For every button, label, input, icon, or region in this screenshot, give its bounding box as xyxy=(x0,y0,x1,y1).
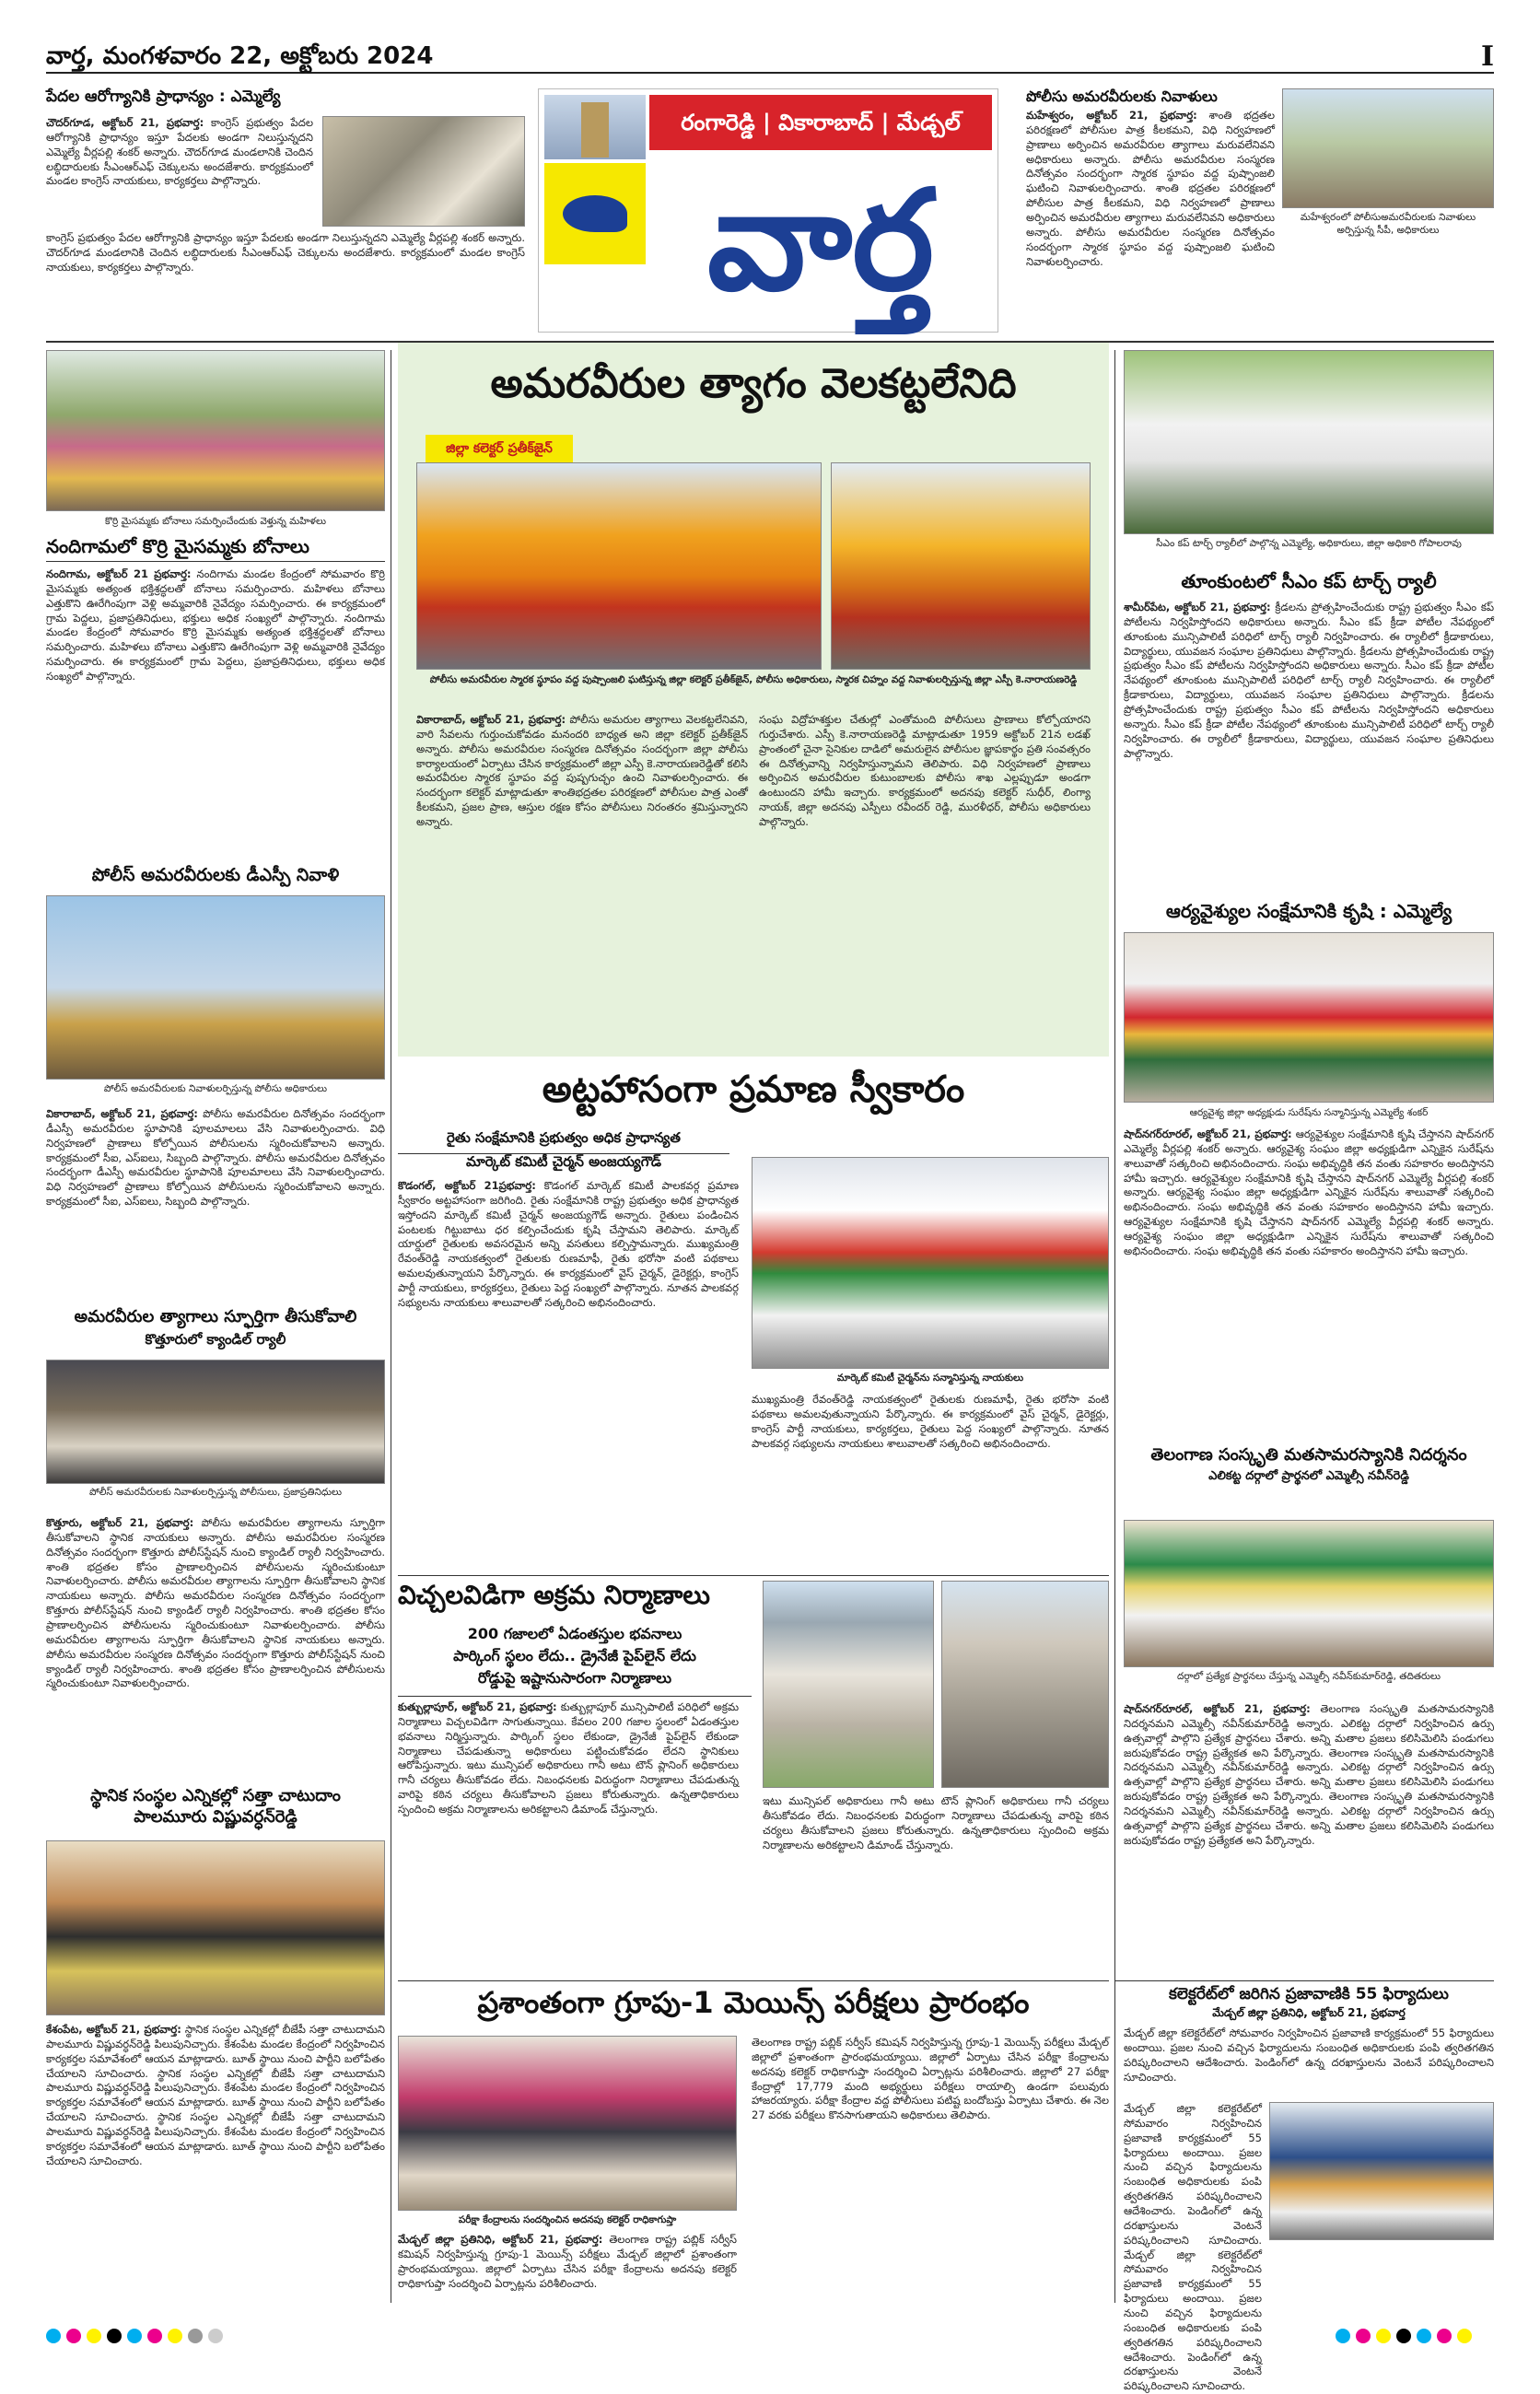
subheadline-2: మార్కెట్ కమిటీ చైర్మన్ అంజయ్యగౌడ్ xyxy=(466,1153,661,1170)
photo-caption: సీఎం కప్ టార్చ్ ర్యాలీలో పాల్గొన్న ఎమ్మెల్యే, అధికారులు, జిల్లా అధికారి గోపాలరావు xyxy=(1156,538,1462,549)
story-body: షాద్‌నగర్‌రూరల్, అక్టోబర్ 21, ప్రభవార్త: ఆర్యవైశ్యుల సంక్షేమానికి కృషి చేస్తానని షాద్‌నగర్ ఎమ్మెల్యే వీర్లపల్లి శంకర్ అన్నారు. ఆర్యవైశ్య సంఘం జిల్లా అధ్యక్షుడిగా ఎన్నికైన సురేష్‌ను శాలువాతో సత్కరించి అభినందించారు. సంఘ అభివృద్ధికి తన వంతు సహకారం అందిస్తానని హామీ ఇచ్చారు. ఆర్యవైశ్యుల సంక్షేమానికి కృషి చేస్తానని షాద్‌నగర్ ఎమ్మెల్యే వీర్లపల్లి శంకర్ అన్నారు. ఆర్యవైశ్య సంఘం జిల్లా అధ్యక్షుడిగా ఎన్నికైన సురేష్‌ను శాలువాతో సత్కరించి అభినందించారు. సంఘ అభివృద్ధికి తన వంతు సహకారం అందిస్తానని హామీ ఇచ్చారు. ఆర్యవైశ్యుల సంక్షేమానికి కృషి చేస్తానని షాద్‌నగర్ ఎమ్మెల్యే వీర్లపల్లి శంకర్ అన్నారు. ఆర్యవైశ్య సంఘం జిల్లా అధ్యక్షుడిగా ఎన్నికైన సురేష్‌ను శాలువాతో సత్కరించి అభినందించారు. సంఘ అభివృద్ధికి తన వంతు సహకారం అందిస్తానని హామీ ఇచ్చారు. xyxy=(1124,1127,1495,1257)
headline: విచ్చలవిడిగా అక్రమ నిర్మాణాలు xyxy=(398,1580,710,1610)
story-body: షాద్‌నగర్‌రూరల్, అక్టోబర్ 21, ప్రభవార్త: తెలంగాణ సంస్కృతి మతసామరస్యానికి నిదర్శనమని ఎమ్మెల్సీ నవీన్‌కుమార్‌రెడ్డి అన్నారు. ఎలికట్ట దర్గాలో నిర్వహించిన ఉర్సు ఉత్సవాల్లో పాల్గొని ప్రత్యేక ప్రార్థనలు చేశారు. అన్ని మతాల ప్రజలు కలిసిమెలిసి పండుగలు జరుపుకోవడం రాష్ట్ర ప్రత్యేకత అని పేర్కొన్నారు. తెలంగాణ సంస్కృతి మతసామరస్యానికి నిదర్శనమని ఎమ్మెల్సీ నవీన్‌కుమార్‌రెడ్డి అన్నారు. ఎలికట్ట దర్గాలో నిర్వహించిన ఉర్సు ఉత్సవాల్లో పాల్గొని ప్రత్యేక ప్రార్థనలు చేశారు. అన్ని మతాల ప్రజలు కలిసిమెలిసి పండుగలు జరుపుకోవడం రాష్ట్ర ప్రత్యేకత అని పేర్కొన్నారు. తెలంగాణ సంస్కృతి మతసామరస్యానికి నిదర్శనమని ఎమ్మెల్సీ నవీన్‌కుమార్‌రెడ్డి అన్నారు. ఎలికట్ట దర్గాలో నిర్వహించిన ఉర్సు ఉత్సవాల్లో పాల్గొని ప్రత్యేక ప్రార్థనలు చేశారు. అన్ని మతాల ప్రజలు కలిసిమెలిసి పండుగలు జరుపుకోవడం రాష్ట్ర ప్రత్యేకత అని పేర్కొన్నారు. xyxy=(1124,1702,1495,1847)
temple-photo xyxy=(544,95,646,159)
photo-caption: మార్కెట్ కమిటీ చైర్మన్‌ను సన్మానిస్తున్న నాయకులు xyxy=(836,1372,1024,1384)
story-body: మేడ్చల్ జిల్లా కలెక్టరేట్‌లో సోమవారం నిర్వహించిన ప్రజావాణి కార్యక్రమంలో 55 ఫిర్యాదులు అందాయి. ప్రజల నుంచి వచ్చిన ఫిర్యాదులను సంబంధిత అధికారులకు పంపి త్వరితగతిన పరిష్కరించాలని ఆదేశించారు. పెండింగ్‌లో ఉన్న దరఖాస్తులను వెంటనే పరిష్కరించాలని సూచించారు. xyxy=(1124,2026,1494,2084)
registration-marks-left xyxy=(46,2329,249,2345)
headline: తెలంగాణ సంస్కృతి మతసామరస్యానికి నిదర్శనం xyxy=(1150,1445,1467,1465)
lead-story-box xyxy=(398,343,1109,1057)
story-body: శామీర్‌పేట, అక్టోబర్ 21, ప్రభవార్త: క్రీడలను ప్రోత్సహించేందుకు రాష్ట్ర ప్రభుత్వం సీఎం కప్ పోటీలను నిర్వహిస్తోందని అధికారులు అన్నారు. సీఎం కప్ క్రీడా పోటీల నేపథ్యంలో తూంకుంట మున్సిపాలిటీ పరిధిలో టార్చ్ ర్యాలీ నిర్వహించారు. ఈ ర్యాలీలో క్రీడాకారులు, విద్యార్థులు, యువజన సంఘాల ప్రతినిధులు పాల్గొన్నారు. క్రీడలను ప్రోత్సహించేందుకు రాష్ట్ర ప్రభుత్వం సీఎం కప్ పోటీలను నిర్వహిస్తోందని అధికారులు అన్నారు. సీఎం కప్ క్రీడా పోటీల నేపథ్యంలో తూంకుంట మున్సిపాలిటీ పరిధిలో టార్చ్ ర్యాలీ నిర్వహించారు. ఈ ర్యాలీలో క్రీడాకారులు, విద్యార్థులు, యువజన సంఘాల ప్రతినిధులు పాల్గొన్నారు. క్రీడలను ప్రోత్సహించేందుకు రాష్ట్ర ప్రభుత్వం సీఎం కప్ పోటీలను నిర్వహిస్తోందని అధికారులు అన్నారు. సీఎం కప్ క్రీడా పోటీల నేపథ్యంలో తూంకుంట మున్సిపాలిటీ పరిధిలో టార్చ్ ర్యాలీ నిర్వహించారు. ఈ ర్యాలీలో క్రీడాకారులు, విద్యార్థులు, యువజన సంఘాల ప్రతినిధులు పాల్గొన్నారు. xyxy=(1124,601,1495,760)
story-top-left xyxy=(46,88,525,356)
news-photo xyxy=(1124,932,1494,1103)
story-prajavani xyxy=(1124,1985,1494,2393)
news-photo xyxy=(46,1360,385,1484)
subheadline: ఎలికట్ట దర్గాలో ప్రార్థనలో ఎమ్మెల్సీ నవీన్‌రెడ్డి xyxy=(1208,1468,1409,1483)
story-illegal-constructions xyxy=(398,1581,1109,1977)
photo-caption: పరీక్షా కేంద్రాలను సందర్శించిన అదనపు కలెక్టర్ రాధికాగుప్తా xyxy=(458,2214,677,2225)
news-photo xyxy=(46,350,385,511)
column-divider xyxy=(1114,350,1115,2303)
news-photo xyxy=(322,116,525,227)
building-photo-1 xyxy=(763,1581,934,1788)
story-local-body-polls xyxy=(46,1787,385,2303)
divider xyxy=(1114,1980,1494,1981)
photo-caption: కొర్రి మైసమ్మకు బోనాలు సమర్పించేందుకు వెళ్తున్న మహిళలు xyxy=(104,516,327,527)
headline: ప్రశాంతంగా గ్రూపు-1 మెయిన్స్ పరీక్షలు ప్రారంభం xyxy=(477,1985,1030,2020)
page-header xyxy=(46,41,1494,74)
story-body: కేశంపేట, అక్టోబర్ 21, ప్రభవార్త: స్థానిక సంస్థల ఎన్నికల్లో బీజేపీ సత్తా చాటుదామని పాలమూరు విష్ణువర్ధన్‌రెడ్డి పిలుపునిచ్చారు. కేశంపేట మండల కేంద్రంలో నిర్వహించిన కార్యకర్తల సమావేశంలో ఆయన మాట్లాడారు. బూత్ స్థాయి నుంచి పార్టీని బలోపేతం చేయాలని సూచించారు. స్థానిక సంస్థల ఎన్నికల్లో బీజేపీ సత్తా చాటుదామని పాలమూరు విష్ణువర్ధన్‌రెడ్డి పిలుపునిచ్చారు. కేశంపేట మండల కేంద్రంలో నిర్వహించిన కార్యకర్తల సమావేశంలో ఆయన మాట్లాడారు. బూత్ స్థాయి నుంచి పార్టీని బలోపేతం చేయాలని సూచించారు. స్థానిక సంస్థల ఎన్నికల్లో బీజేపీ సత్తా చాటుదామని పాలమూరు విష్ణువర్ధన్‌రెడ్డి పిలుపునిచ్చారు. కేశంపేట మండల కేంద్రంలో నిర్వహించిన కార్యకర్తల సమావేశంలో ఆయన మాట్లాడారు. బూత్ స్థాయి నుంచి పార్టీని బలోపేతం చేయాలని సూచించారు. xyxy=(46,2023,386,2167)
divider xyxy=(398,1980,1109,1981)
subheadline-1: రైతు సంక్షేమానికి ప్రభుత్వం అధిక ప్రాధాన్యత xyxy=(398,1129,729,1154)
story-body-col2: తెలంగాణ రాష్ట్ర పబ్లిక్ సర్వీస్ కమిషన్ నిర్వహిస్తున్న గ్రూపు-1 మెయిన్స్ పరీక్షలు మేడ్చల్ జిల్లాలో ప్రశాంతంగా ప్రారంభమయ్యాయి. జిల్లాలో ఏర్పాటు చేసిన పరీక్షా కేంద్రాలను అదనపు కలెక్టర్ రాధికాగుప్తా సందర్శించి ఏర్పాట్లను పరిశీలించారు. జిల్లాలో 27 పరీక్షా కేంద్రాల్లో 17,779 మంది అభ్యర్థులు పరీక్షలు రాయాల్సి ఉండగా పలువురు హాజరయ్యారు. పరీక్షా కేంద్రాల వద్ద పోలీసులు పటిష్ట బందోబస్తు ఏర్పాటు చేశారు. ఈ నెల 27 వరకు పరీక్షలు కొనసాగుతాయని అధికారులు తెలిపారు. xyxy=(752,2036,1109,2122)
story-body: మహేశ్వరం, అక్టోబర్ 21, ప్రభవార్త: శాంతి భద్రతల పరిరక్షణలో పోలీసుల పాత్ర కీలకమని, విధి నిర్వహణలో ప్రాణాలు అర్పించిన అమరవీరుల త్యాగాలు మరువలేనివని అధికారులు అన్నారు. పోలీసు అమరవీరుల సంస్మరణ దినోత్సవం సందర్భంగా స్మారక స్థూపం వద్ద పుష్పాంజలి ఘటించి నివాళులర్పించారు. శాంతి భద్రతల పరిరక్షణలో పోలీసుల పాత్ర కీలకమని, విధి నిర్వహణలో ప్రాణాలు అర్పించిన అమరవీరుల త్యాగాలు మరువలేనివని అధికారులు అన్నారు. పోలీసు అమరవీరుల సంస్మరణ దినోత్సవం సందర్భంగా స్మారక స్థూపం వద్ద పుష్పాంజలి ఘటించి నివాళులర్పించారు. xyxy=(1026,109,1276,268)
headline: కలెక్టరేట్‌లో జరిగిన ప్రజావాణికి 55 ఫిర్యాదులు xyxy=(1169,1985,1449,2003)
story-body: వికారాబాద్, అక్టోబర్ 21, ప్రభవార్త: పోలీసు అమరవీరుల దినోత్సవం సందర్భంగా డీఎస్పీ అమరవీరుల స్థూపానికి పూలమాలలు వేసి నివాళులర్పించారు. విధి నిర్వహణలో ప్రాణాలు కోల్పోయిన పోలీసులను స్మరించుకోవాలని అన్నారు. కార్యక్రమంలో సీఐ, ఎస్ఐలు, సిబ్బంది పాల్గొన్నారు. పోలీసు అమరవీరుల దినోత్సవం సందర్భంగా డీఎస్పీ అమరవీరుల స్థూపానికి పూలమాలలు వేసి నివాళులర్పించారు. విధి నిర్వహణలో ప్రాణాలు కోల్పోయిన పోలీసులను స్మరించుకోవాలని అన్నారు. కార్యక్రమంలో సీఐ, ఎస్ఐలు, సిబ్బంది పాల్గొన్నారు. xyxy=(46,1107,385,1209)
news-photo xyxy=(46,1840,385,2015)
headline: ఆర్యవైశ్యుల సంక్షేమానికి కృషి : ఎమ్మెల్యే xyxy=(1165,900,1452,922)
headline: అట్టహాసంగా ప్రమాణ స్వీకారం xyxy=(542,1069,965,1111)
subheadline-2: పార్కింగ్ స్థలం లేదు.. డ్రైనేజీ పైప్‌లైన్ లేదు xyxy=(453,1647,696,1664)
story-body-col1: కుత్బుల్లాపూర్, అక్టోబర్ 21, ప్రభవార్త: కుత్బుల్లాపూర్ మున్సిపాలిటీ పరిధిలో అక్రమ నిర్మాణాలు విచ్చలవిడిగా సాగుతున్నాయి. కేవలం 200 గజాల స్థలంలో ఏడంతస్తుల భవనాలు నిర్మిస్తున్నారు. పార్కింగ్ స్థలం లేకుండా, డ్రైనేజీ పైప్‌లైన్ లేకుండా నిర్మాణాలు చేపడుతున్నా అధికారులు పట్టించుకోవడం లేదని స్థానికులు ఆరోపిస్తున్నారు. ఇటు మున్సిపల్ అధికారులు గానీ అటు టౌన్ ప్లానింగ్ అధికారులు గానీ చర్యలు తీసుకోవడం లేదు. నిబంధనలకు విరుద్ధంగా నిర్మాణాలు చేపడుతున్న వారిపై కఠిన చర్యలు తీసుకోవాలని ప్రజలు కోరుతున్నారు. ఉన్నతాధికారులు స్పందించి అక్రమ నిర్మాణాలను అరికట్టాలని డిమాండ్ చేస్తున్నారు. xyxy=(398,1700,740,1816)
headline: అమరవీరుల త్యాగాలు స్ఫూర్తిగా తీసుకోవాలి xyxy=(74,1307,357,1326)
story-bonalu xyxy=(46,350,385,866)
divider xyxy=(398,1575,1109,1576)
photo-caption: ఆర్యవైశ్య జిల్లా అధ్యక్షుడు సురేష్‌ను సన్మానిస్తున్న ఎమ్మెల్యే శంకర్ xyxy=(1189,1107,1429,1118)
dove-emblem xyxy=(544,163,646,264)
headline: స్థానిక సంస్థల ఎన్నికల్లో సత్తా చాటుదాం xyxy=(90,1786,341,1805)
photo-caption: పోలీసు అమరవీరుల స్మారక స్థూపం వద్ద పుష్పాంజలి ఘటిస్తున్న జిల్లా కలెక్టర్ ప్రతీక్‌జైన్, పోలీసు అధికారులు, స్మారక చిహ్నం వద్ద నివాళులర్పిస్తున్న జిల్లా ఎస్పీ కె.నారాయణరెడ్డి xyxy=(429,674,1078,685)
news-photo xyxy=(1282,88,1494,208)
story-dargah xyxy=(1124,1446,1494,1980)
story-arya-vysya xyxy=(1124,901,1494,1398)
lead-headline: అమరవీరుల త్యాగం వెలకట్టలేనిది xyxy=(490,360,1017,407)
story-oath-taking xyxy=(398,1069,1109,1575)
news-photo xyxy=(752,1157,1109,1369)
subheadline-1: 200 గజాలలో ఏడంతస్తుల భవనాలు xyxy=(467,1625,682,1642)
subheadline: పాలమూరు విష్ణువర్ధన్‌రెడ్డి xyxy=(134,1806,298,1827)
headline: పోలీసు అమరవీరులకు నివాళులు xyxy=(1026,88,1218,105)
story-group1-exams xyxy=(398,1986,1109,2299)
news-photo xyxy=(398,2036,737,2211)
story-body-cont: మేడ్చల్ జిల్లా కలెక్టరేట్‌లో సోమవారం నిర్వహించిన ప్రజావాణి కార్యక్రమంలో 55 ఫిర్యాదులు అందాయి. ప్రజల నుంచి వచ్చిన ఫిర్యాదులను సంబంధిత అధికారులకు పంపి త్వరితగతిన పరిష్కరించాలని ఆదేశించారు. పెండింగ్‌లో ఉన్న దరఖాస్తులను వెంటనే పరిష్కరించాలని సూచించారు. మేడ్చల్ జిల్లా కలెక్టరేట్‌లో సోమవారం నిర్వహించిన ప్రజావాణి కార్యక్రమంలో 55 ఫిర్యాదులు అందాయి. ప్రజల నుంచి వచ్చిన ఫిర్యాదులను సంబంధిత అధికారులకు పంపి త్వరితగతిన పరిష్కరించాలని ఆదేశించారు. పెండింగ్‌లో ఉన్న దరఖాస్తులను వెంటనే పరిష్కరించాలని సూచించారు. xyxy=(1124,2102,1262,2393)
story-body: చౌదర్‌గూడ, అక్టోబర్ 21, ప్రభవార్త: కాంగ్రెస్ ప్రభుత్వం పేదల ఆరోగ్యానికి ప్రాధాన్యం ఇస్తూ పేదలకు అండగా నిలుస్తున్నదని ఎమ్మెల్యే వీర్లపల్లి శంకర్ అన్నారు. చౌదర్‌గూడ మండలానికి చెందిన లబ్ధిదారులకు సీఎంఆర్ఎఫ్ చెక్కులను అందజేశారు. కార్యక్రమంలో మండల కాంగ్రెస్ నాయకులు, కార్యకర్తలు పాల్గొన్నారు. xyxy=(46,116,313,188)
lead-body-col2: సంఘ విద్రోహశక్తుల చేతుల్లో ఎంతోమంది పోలీసులు ప్రాణాలు కోల్పోయారని గుర్తుచేశారు. ఎస్పీ కె.నారాయణరెడ్డి మాట్లాడుతూ 1959 అక్టోబర్ 21న లడఖ్ ప్రాంతంలో చైనా సైనికుల దాడిలో అమరులైన పోలీసుల జ్ఞాపకార్థం ప్రతి సంవత్సరం ఈ దినోత్సవాన్ని నిర్వహిస్తున్నామని తెలిపారు. విధి నిర్వహణలో ప్రాణాలు అర్పించిన అమరవీరుల కుటుంబాలకు పోలీసు శాఖ ఎల్లప్పుడూ అండగా ఉంటుందని హామీ ఇచ్చారు. కార్యక్రమంలో అదనపు కలెక్టర్ సుధీర్, లింగ్యా నాయక్, జిల్లా అదనపు ఎస్పీలు రవీందర్ రెడ్డి, మురళీధర్, పోలీసు అధికారులు పాల్గొన్నారు. xyxy=(759,713,1091,829)
headline: పోలీస్ అమరవీరులకు డీఎస్పీ నివాళి xyxy=(91,865,340,885)
memorial-photo-2 xyxy=(831,462,1091,670)
news-photo xyxy=(1269,2102,1494,2240)
photo-caption: పోలీస్ అమరవీరులకు నివాళులర్పిస్తున్న పోలీసులు, ప్రజాప్రతినిధులు xyxy=(89,1487,342,1498)
subheadline-3: రోడ్డుపై ఇష్టానుసారంగా నిర్మాణాలు xyxy=(398,1669,752,1697)
story-body-col2: ఇటు మున్సిపల్ అధికారులు గానీ అటు టౌన్ ప్లానింగ్ అధికారులు గానీ చర్యలు తీసుకోవడం లేదు. నిబంధనలకు విరుద్ధంగా నిర్మాణాలు చేపడుతున్న వారిపై కఠిన చర్యలు తీసుకోవాలని ప్రజలు కోరుతున్నారు. ఉన్నతాధికారులు స్పందించి అక్రమ నిర్మాణాలను అరికట్టాలని డిమాండ్ చేస్తున్నారు. xyxy=(763,1794,1109,1851)
page-number: I xyxy=(1480,41,1494,73)
story-body: నందిగామ, అక్టోబర్ 21 ప్రభవార్త: నందిగామ మండల కేంద్రంలో సోమవారం కొర్రి మైసమ్మకు అత్యంత భక్తిశ్రద్ధలతో బోనాలు సమర్పించారు. మహిళలు బోనాలు ఎత్తుకొని ఊరేగింపుగా వెళ్లి అమ్మవారికి నైవేద్యం సమర్పించారు. ఈ కార్యక్రమంలో గ్రామ పెద్దలు, ప్రజాప్రతినిధులు, భక్తులు అధిక సంఖ్యలో పాల్గొన్నారు. నందిగామ మండల కేంద్రంలో సోమవారం కొర్రి మైసమ్మకు అత్యంత భక్తిశ్రద్ధలతో బోనాలు సమర్పించారు. మహిళలు బోనాలు ఎత్తుకొని ఊరేగింపుగా వెళ్లి అమ్మవారికి నైవేద్యం సమర్పించారు. ఈ కార్యక్రమంలో గ్రామ పెద్దలు, ప్రజాప్రతినిధులు, భక్తులు అధిక సంఖ్యలో పాల్గొన్నారు. xyxy=(46,567,385,683)
story-candle-rally xyxy=(46,1308,385,1824)
header-date: వార్త, మంగళవారం 22, అక్టోబరు 2024 xyxy=(46,42,434,70)
building-photo-2 xyxy=(941,1581,1109,1788)
news-photo xyxy=(1124,1520,1494,1667)
story-body-col1: మేడ్చల్ జిల్లా ప్రతినిధి, అక్టోబర్ 21, ప్రభవార్త: తెలంగాణ రాష్ట్ర పబ్లిక్ సర్వీస్ కమిషన్ నిర్వహిస్తున్న గ్రూపు-1 మెయిన్స్ పరీక్షలు మేడ్చల్ జిల్లాలో ప్రశాంతంగా ప్రారంభమయ్యాయి. జిల్లాలో ఏర్పాటు చేసిన పరీక్షా కేంద్రాలను అదనపు కలెక్టర్ రాధికాగుప్తా సందర్శించి ఏర్పాట్లను పరిశీలించారు. xyxy=(398,2233,737,2290)
story-body-col2: ముఖ్యమంత్రి రేవంత్‌రెడ్డి నాయకత్వంలో రైతులకు రుణమాఫీ, రైతు భరోసా వంటి పథకాలు అమలవుతున్నాయని పేర్కొన్నారు. ఈ కార్యక్రమంలో వైస్ చైర్మన్, డైరెక్టర్లు, కాంగ్రెస్ పార్టీ నాయకులు, కార్యకర్తలు, రైతులు పెద్ద సంఖ్యలో పాల్గొన్నారు. నూతన పాలకవర్గ సభ్యులను నాయకులు శాలువాలతో సత్కరించి అభినందించారు. xyxy=(752,1393,1109,1450)
lead-body-col1: వికారాబాద్, అక్టోబర్ 21, ప్రభవార్త: పోలీసు అమరుల త్యాగాలు వెలకట్టలేనివని, వారి సేవలను గుర్తుంచుకోవడం మనందరి బాధ్యత అని జిల్లా కలెక్టర్ ప్రతీక్‌జైన్ అన్నారు. పోలీసు అమరవీరుల సంస్మరణ దినోత్సవం సందర్భంగా జిల్లా పోలీసు కార్యాలయంలో ఏర్పాటు చేసిన కార్యక్రమంలో జిల్లా ఎస్పీ కె.నారాయణరెడ్డితో కలిసి అమరవీరుల స్మారక స్థూపం వద్ద పుష్పగుచ్ఛం ఉంచి నివాళులర్పించారు. ఈ సందర్భంగా కలెక్టర్ మాట్లాడుతూ శాంతిభద్రతల పరిరక్షణలో పోలీసుల పాత్ర ఎంతో కీలకమని, ప్రజల ప్రాణ, ఆస్తుల రక్షణ కోసం పోలీసులు నిరంతరం శ్రమిస్తున్నారని అన్నారు. xyxy=(416,713,748,829)
district-banner: రంగారెడ్డి | వికారాబాద్ | మేడ్చల్ xyxy=(649,95,992,150)
photo-caption: మహేశ్వరంలో పోలీసుఅమరవీరులకు నివాళులు అర్పిస్తున్న సీపీ, అధికారులు xyxy=(1300,212,1476,236)
news-photo xyxy=(1124,350,1494,534)
memorial-photo-1 xyxy=(416,462,822,670)
photo-caption: పోలీస్ అమరవీరులకు నివాళులర్పిస్తున్న పోలీసు అధికారులు xyxy=(103,1083,328,1094)
story-top-right xyxy=(1026,88,1505,337)
newspaper-logo: వార్త xyxy=(706,161,935,321)
collector-tag: జిల్లా కలెక్టర్ ప్రతీక్‌జైన్ xyxy=(426,435,573,462)
news-photo xyxy=(46,895,385,1080)
headline: నందిగామలో కొర్రి మైసమ్మకు బోనాలు xyxy=(46,536,385,562)
story-body-cont: కాంగ్రెస్ ప్రభుత్వం పేదల ఆరోగ్యానికి ప్రాధాన్యం ఇస్తూ పేదలకు అండగా నిలుస్తున్నదని ఎమ్మెల్యే వీర్లపల్లి శంకర్ అన్నారు. చౌదర్‌గూడ మండలానికి చెందిన లబ్ధిదారులకు సీఎంఆర్ఎఫ్ చెక్కులను అందజేశారు. కార్యక్రమంలో మండల కాంగ్రెస్ నాయకులు, కార్యకర్తలు పాల్గొన్నారు. xyxy=(46,231,525,274)
subheadline: కొత్తూరులో క్యాండిల్ ర్యాలీ xyxy=(145,1330,286,1348)
story-body-col1: కొడంగల్, అక్టోబర్ 21ప్రభవార్త: కొడంగల్ మార్కెట్ కమిటీ పాలకవర్గ ప్రమాణ స్వీకారం అట్టహాసంగా జరిగింది. రైతు సంక్షేమానికి రాష్ట్ర ప్రభుత్వం అధిక ప్రాధాన్యత ఇస్తోందని మార్కెట్ కమిటీ చైర్మన్ అంజయ్యగౌడ్ అన్నారు. రైతులు పండించిన పంటలకు గిట్టుబాటు ధర కల్పించేందుకు కృషి చేస్తామని తెలిపారు. మార్కెట్ యార్డులో రైతులకు అవసరమైన అన్ని వసతులు కల్పిస్తామన్నారు. ముఖ్యమంత్రి రేవంత్‌రెడ్డి నాయకత్వంలో రైతులకు రుణమాఫీ, రైతు భరోసా వంటి పథకాలు అమలవుతున్నాయని పేర్కొన్నారు. ఈ కార్యక్రమంలో వైస్ చైర్మన్, డైరెక్టర్లు, కాంగ్రెస్ పార్టీ నాయకులు, కార్యకర్తలు, రైతులు పెద్ద సంఖ్యలో పాల్గొన్నారు. నూతన పాలకవర్గ సభ్యులను నాయకులు శాలువాలతో సత్కరించి అభినందించారు. xyxy=(398,1179,739,1309)
headline: పేదల ఆరోగ్యానికి ప్రాధాన్యం : ఎమ్మెల్యే xyxy=(46,88,281,106)
subheadline: మేడ్చల్ జిల్లా ప్రతినిధి, అక్టోబర్ 21, ప్రభవార్త xyxy=(1212,2005,1406,2019)
registration-marks-right xyxy=(1336,2329,1494,2345)
story-cm-cup xyxy=(1124,350,1494,893)
headline: తూంకుంటలో సీఎం కప్ టార్చ్ ర్యాలీ xyxy=(1181,570,1437,592)
masthead xyxy=(538,88,998,333)
story-body: కొత్తూరు, అక్టోబర్ 21, ప్రభవార్త: పోలీసు అమరవీరుల త్యాగాలను స్ఫూర్తిగా తీసుకోవాలని స్థానిక నాయకులు అన్నారు. పోలీసు అమరవీరుల సంస్మరణ దినోత్సవం సందర్భంగా కొత్తూరు పోలీస్‌స్టేషన్ నుంచి క్యాండిల్ ర్యాలీ నిర్వహించారు. శాంతి భద్రతల కోసం ప్రాణాలర్పించిన పోలీసులను స్మరించుకుంటూ నివాళులర్పించారు. పోలీసు అమరవీరుల త్యాగాలను స్ఫూర్తిగా తీసుకోవాలని స్థానిక నాయకులు అన్నారు. పోలీసు అమరవీరుల సంస్మరణ దినోత్సవం సందర్భంగా కొత్తూరు పోలీస్‌స్టేషన్ నుంచి క్యాండిల్ ర్యాలీ నిర్వహించారు. శాంతి భద్రతల కోసం ప్రాణాలర్పించిన పోలీసులను స్మరించుకుంటూ నివాళులర్పించారు. పోలీసు అమరవీరుల త్యాగాలను స్ఫూర్తిగా తీసుకోవాలని స్థానిక నాయకులు అన్నారు. పోలీసు అమరవీరుల సంస్మరణ దినోత్సవం సందర్భంగా కొత్తూరు పోలీస్‌స్టేషన్ నుంచి క్యాండిల్ ర్యాలీ నిర్వహించారు. శాంతి భద్రతల కోసం ప్రాణాలర్పించిన పోలీసులను స్మరించుకుంటూ నివాళులర్పించారు. xyxy=(46,1516,386,1690)
photo-caption: దర్గాలో ప్రత్యేక ప్రార్థనలు చేస్తున్న ఎమ్మెల్సీ నవీన్‌కుమార్‌రెడ్డి, తదితరులు xyxy=(1177,1671,1441,1682)
story-dsp xyxy=(46,866,385,1326)
